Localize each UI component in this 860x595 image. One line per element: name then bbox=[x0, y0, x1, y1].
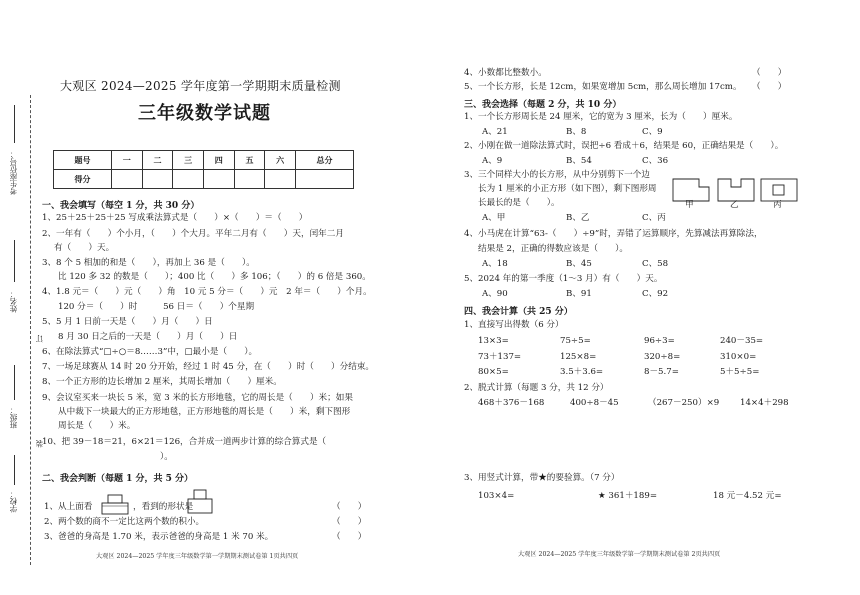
choice-q3-option-a[interactable]: A、甲 bbox=[482, 213, 506, 223]
score-cell: 得分 bbox=[54, 170, 112, 189]
judge-q4: 4、小数都比整数小。 bbox=[464, 68, 547, 78]
score-input-cell[interactable] bbox=[173, 170, 204, 189]
choice-q1-option-c[interactable]: C、9 bbox=[642, 127, 663, 137]
judge-q1-part1: 1、从上面看 bbox=[44, 502, 93, 512]
score-cell: 五 bbox=[234, 151, 265, 170]
fill-q5-line1: 5、5 月 1 日前一天是（ ）月（ ）日 bbox=[42, 317, 213, 327]
score-cell: 总分 bbox=[295, 151, 353, 170]
fill-q9-line3: 周长是（ ）米。 bbox=[58, 421, 136, 431]
choice-q4-option-a[interactable]: A、18 bbox=[482, 259, 508, 269]
judge-q1-answer[interactable]: （ ） bbox=[332, 502, 367, 512]
figure-yi bbox=[717, 178, 755, 202]
choice-q4-line2: 结果是 2，正确的得数应该是（ ）。 bbox=[478, 244, 628, 254]
fill-q7: 7、一场足球赛从 14 时 20 分开始，经过 1 时 45 分，在（ ）时（ ）分结束。 bbox=[42, 362, 375, 372]
figure-bing bbox=[760, 178, 798, 202]
judge-q2: 2、两个数的商不一定比这两个数的积小。 bbox=[44, 517, 205, 527]
sidebar-label-ding: 订 bbox=[35, 335, 44, 343]
choice-q4-option-b[interactable]: B、45 bbox=[566, 259, 592, 269]
section-4-title: 四、我会计算（共 25 分） bbox=[464, 307, 573, 317]
fill-q10-line1: 10、把 39－18＝21，6×21＝126，合并成一道两步计算的综合算式是（ bbox=[42, 437, 327, 447]
score-table-score-row bbox=[54, 170, 354, 189]
figure-jia bbox=[672, 178, 710, 202]
calc-1-item: 3.5＋3.6= bbox=[560, 367, 604, 377]
choice-q5-option-c[interactable]: C、92 bbox=[642, 289, 669, 299]
choice-q1-option-a[interactable]: A、21 bbox=[482, 127, 508, 137]
score-cell: 四 bbox=[203, 151, 234, 170]
judge-q5-answer[interactable]: （ ） bbox=[752, 82, 787, 92]
score-cell: 六 bbox=[265, 151, 296, 170]
judge-q3: 3、爸爸的身高是 1.70 米，表示爸爸的身高是 1 米 70 米。 bbox=[44, 532, 274, 542]
choice-q2-option-a[interactable]: A、9 bbox=[482, 156, 503, 166]
fill-q4-line1: 4、1.8 元＝（ ）元（ ）角 10 元 5 分＝（ ）元 2 年＝（ ）个月。 bbox=[42, 287, 372, 297]
calc-2-item: 14×4＋298 bbox=[740, 398, 789, 408]
fill-q4-line2: 120 分＝（ ）时 56 日＝（ ）个星期 bbox=[58, 302, 255, 312]
calc-2-item: （267－250）×9 bbox=[648, 398, 720, 408]
choice-q3-option-c[interactable]: C、丙 bbox=[642, 213, 666, 223]
choice-q3-line2: 长为 1 厘米的小正方形（如下图），剩下图形周 bbox=[478, 184, 657, 194]
score-cell: 三 bbox=[173, 151, 204, 170]
exam-header: 大观区 2024—2025 学年度第一学期期末质量检测 bbox=[60, 79, 341, 93]
sidebar-line-school bbox=[14, 455, 15, 485]
calc-1-title: 1、直接写出得数（6 分） bbox=[464, 320, 564, 330]
stacked-solid-figure bbox=[100, 494, 132, 516]
choice-q3-line3: 长最长的是（ ）。 bbox=[478, 198, 560, 208]
choice-q2: 2、小刚在做一道除法算式时，误把÷6 看成＋6，结果是 60，正确结果是（ ）。 bbox=[464, 141, 784, 151]
judge-q5: 5、一个长方形，长是 12cm，如果宽增加 5cm，那么周长增加 17cm。 bbox=[464, 82, 742, 92]
calc-1-item: 5＋5÷5= bbox=[720, 367, 760, 377]
choice-q4-line1: 4、小马虎在计算“63-（ ）÷9”时，弄错了运算顺序，先算减法再算除法， bbox=[464, 229, 763, 239]
fill-q2-line1: 2、一年有（ ）个小月，（ ）个大月。平年二月有（ ）天，闰年二月 bbox=[42, 229, 344, 239]
calc-2-item: 400÷8－45 bbox=[570, 398, 619, 408]
section-2-title: 二、我会判断（每题 1 分，共 5 分） bbox=[42, 474, 194, 484]
score-input-cell[interactable] bbox=[295, 170, 353, 189]
right-page-footer: 大观区 2024—2025 学年度三年级数学第一学期期末测试卷第 2页共四页 bbox=[518, 551, 721, 558]
judge-q3-answer[interactable]: （ ） bbox=[332, 532, 367, 542]
score-input-cell[interactable] bbox=[203, 170, 234, 189]
sidebar-line-name bbox=[14, 240, 15, 282]
score-table bbox=[53, 150, 354, 189]
fill-q5-line2: 8 月 30 日之后的一天是（ ）月（ ）日 bbox=[58, 332, 238, 342]
choice-q5: 5、2024 年的第一季度（1～3 月）有（ ）天。 bbox=[464, 274, 663, 284]
calc-1-item: 310×0= bbox=[720, 352, 757, 362]
sidebar-label-school: 学校： bbox=[9, 490, 18, 513]
section-3-title: 三、我会选择（每题 2 分，共 10 分） bbox=[464, 100, 622, 110]
calc-1-item: 96÷3= bbox=[644, 336, 675, 346]
calc-1-item: 320÷8= bbox=[644, 352, 681, 362]
calc-1-item: 75÷5= bbox=[560, 336, 591, 346]
fill-q2-line2: 有（ ）天。 bbox=[54, 243, 115, 253]
calc-2-item: 468＋376－168 bbox=[478, 398, 545, 408]
fill-q3-line2: 比 120 多 32 的数是（ ）；400 比（ ）多 106；（ ）的 6 倍是 360。 bbox=[58, 272, 371, 282]
left-page-footer: 大观区 2024—2025 学年度三年级数学第一学期期末测试卷第 1页共四页 bbox=[96, 553, 299, 560]
choice-q4-option-c[interactable]: C、58 bbox=[642, 259, 669, 269]
figure-jia-label: 甲 bbox=[685, 200, 694, 210]
choice-q2-option-b[interactable]: B、54 bbox=[566, 156, 592, 166]
fill-q1: 1、25＋25＋25＋25 写成乘法算式是（ ）×（ ）＝（ ） bbox=[42, 213, 308, 223]
score-input-cell[interactable] bbox=[234, 170, 265, 189]
calc-3-item: 18 元－4.52 元= bbox=[713, 491, 782, 501]
choice-q1: 1、一个长方形周长是 24 厘米，它的宽为 3 厘米，长为（ ）厘米。 bbox=[464, 112, 738, 122]
judge-q2-answer[interactable]: （ ） bbox=[332, 517, 367, 527]
fill-q3-line1: 3、8 个 5 相加的和是（ ），再加上 36 是（ ）。 bbox=[42, 258, 255, 268]
sidebar-label-zhuang: 装 bbox=[35, 440, 44, 448]
calc-3-item: 103×4= bbox=[478, 491, 515, 501]
choice-q1-option-b[interactable]: B、8 bbox=[566, 127, 587, 137]
calc-1-item: 73＋137= bbox=[478, 352, 522, 362]
score-cell: 一 bbox=[111, 151, 142, 170]
fill-q9-line1: 9、会议室买来一块长 5 米，宽 3 米的长方形地毯，它的周长是（ ）米；如果 bbox=[42, 393, 353, 403]
score-input-cell[interactable] bbox=[142, 170, 173, 189]
binding-line bbox=[30, 95, 31, 565]
choice-q3-option-b[interactable]: B、乙 bbox=[566, 213, 590, 223]
figure-bing-label: 丙 bbox=[773, 200, 782, 210]
calc-3-title: 3、用竖式计算，带★的要验算。（7 分） bbox=[464, 473, 620, 483]
choice-q5-option-b[interactable]: B、91 bbox=[566, 289, 592, 299]
figure-yi-label: 乙 bbox=[730, 200, 739, 210]
choice-q2-option-c[interactable]: C、36 bbox=[642, 156, 669, 166]
score-input-cell[interactable] bbox=[265, 170, 296, 189]
section-1-title: 一、我会填写（每空 1 分，共 30 分） bbox=[42, 201, 200, 211]
score-input-cell[interactable] bbox=[111, 170, 142, 189]
calc-2-title: 2、脱式计算（每题 3 分，共 12 分） bbox=[464, 383, 609, 393]
score-table-header-row bbox=[54, 151, 354, 170]
judge-q1-part2: ，看到的形状是 bbox=[133, 502, 194, 512]
sidebar-label-class: 班级： bbox=[9, 406, 18, 429]
fill-q10-line2: ）。 bbox=[160, 452, 173, 462]
calc-3-item: ★ 361＋189= bbox=[598, 491, 658, 501]
calc-1-item: 240－35= bbox=[720, 336, 764, 346]
judge-q4-answer[interactable]: （ ） bbox=[752, 68, 787, 78]
sidebar-label-seat: 考生座位号： bbox=[9, 150, 18, 195]
sidebar-line-class bbox=[14, 365, 15, 400]
choice-q3-line1: 3、三个同样大小的长方形，从中分别剪下一个边 bbox=[464, 170, 650, 180]
sidebar-line-seat bbox=[14, 105, 15, 143]
fill-q9-line2: 从中裁下一块最大的正方形地毯，正方形地毯的周长是（ ）米，剩下图形 bbox=[58, 407, 351, 417]
score-cell: 二 bbox=[142, 151, 173, 170]
sidebar-label-name: 姓名： bbox=[9, 290, 18, 313]
top-view-figure bbox=[186, 489, 216, 515]
exam-title: 三年级数学试题 bbox=[138, 103, 271, 124]
calc-1-item: 8－5.7= bbox=[644, 367, 679, 377]
fill-q8: 8、一个正方形的边长增加 2 厘米，其周长增加（ ）厘米。 bbox=[42, 377, 282, 387]
calc-1-item: 80×5= bbox=[478, 367, 509, 377]
calc-1-item: 125×8= bbox=[560, 352, 597, 362]
choice-q5-option-a[interactable]: A、90 bbox=[482, 289, 508, 299]
fill-q6: 6、在除法算式“□÷○＝8……3”中，□最小是（ ）。 bbox=[42, 347, 258, 357]
score-cell: 题号 bbox=[54, 151, 112, 170]
calc-1-item: 13×3= bbox=[478, 336, 509, 346]
